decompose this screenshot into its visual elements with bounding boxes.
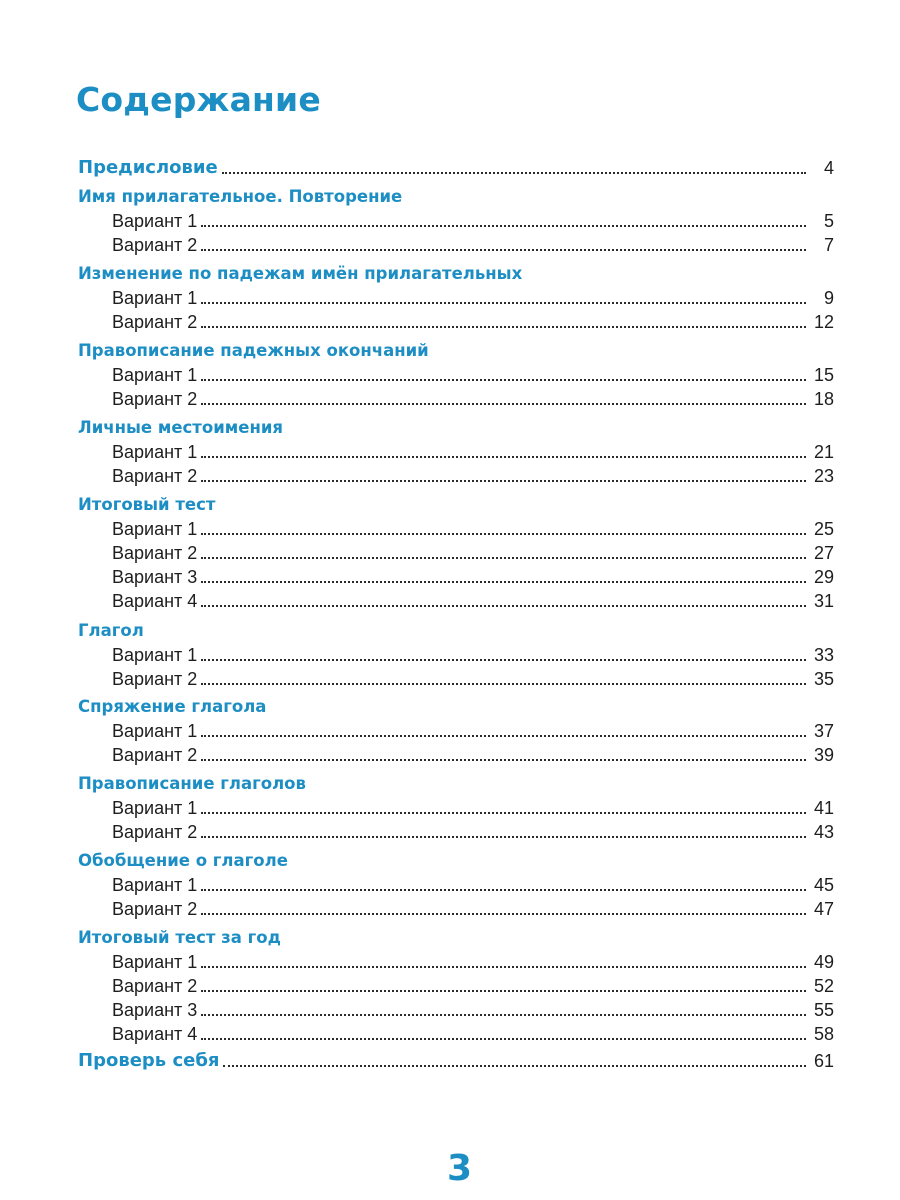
dot-leader (201, 532, 806, 535)
section-heading[interactable]: Спряжение глагола (78, 697, 267, 716)
toc-entry-page: 39 (813, 745, 834, 765)
toc-entry[interactable] (112, 233, 834, 257)
toc-entry-label: Вариант 1 (112, 365, 198, 385)
toc-entry-check-yourself[interactable] (78, 1049, 834, 1073)
section-heading[interactable]: Личные местоимения (78, 418, 284, 437)
toc-entry-label: Вариант 1 (112, 798, 198, 818)
toc-entry-label: Вариант 2 (112, 976, 198, 996)
toc-entry-label: Вариант 2 (112, 669, 198, 689)
toc-entry[interactable] (112, 998, 834, 1022)
dot-leader (201, 912, 806, 915)
toc-entry-label: Вариант 1 (112, 519, 198, 539)
toc-entry[interactable] (112, 719, 834, 743)
dot-leader (201, 682, 806, 685)
toc-entry-page: 47 (813, 899, 834, 919)
toc-entry-label: Вариант 2 (112, 899, 198, 919)
toc-entry-page: 21 (813, 442, 834, 462)
toc-entry-page: 58 (813, 1024, 834, 1044)
toc-entry[interactable] (112, 950, 834, 974)
toc-entry-label: Вариант 1 (112, 875, 198, 895)
toc-entry-page: 18 (813, 389, 834, 409)
toc-entry-page: 37 (813, 721, 834, 741)
dot-leader (201, 734, 806, 737)
toc-entry-page: 7 (823, 235, 834, 255)
toc-entry[interactable] (112, 387, 834, 411)
section-heading[interactable]: Обобщение о глаголе (78, 851, 288, 870)
toc-entry-page: 33 (813, 645, 834, 665)
toc-entry-page: 27 (813, 543, 834, 563)
dot-leader (201, 811, 806, 814)
toc-entry-page: 52 (813, 976, 834, 996)
toc-entry-page: 5 (823, 211, 834, 231)
dot-leader (201, 248, 806, 251)
page-title: Содержание (76, 80, 321, 119)
toc-entry-label: Вариант 1 (112, 288, 198, 308)
dot-leader (201, 835, 806, 838)
dot-leader (201, 580, 806, 583)
toc-entry-label: Вариант 2 (112, 312, 198, 332)
section-heading[interactable]: Имя прилагательное. Повторение (78, 187, 403, 206)
toc-entry[interactable] (112, 464, 834, 488)
toc-entry[interactable] (112, 440, 834, 464)
toc-entry-page: 4 (823, 158, 834, 178)
section-heading[interactable]: Правописание падежных окончаний (78, 341, 429, 360)
toc-entry[interactable] (112, 209, 834, 233)
toc-entry-label: Вариант 2 (112, 389, 198, 409)
toc-entry[interactable] (112, 286, 834, 310)
dot-leader (223, 1064, 806, 1067)
toc-entry-page: 49 (813, 952, 834, 972)
section-heading[interactable]: Правописание глаголов (78, 774, 306, 793)
dot-leader (201, 758, 806, 761)
toc-entry[interactable] (112, 796, 834, 820)
toc-entry-label: Вариант 1 (112, 721, 198, 741)
dot-leader (201, 604, 806, 607)
section-heading[interactable]: Изменение по падежам имён прилагательных (78, 264, 523, 283)
toc-entry-page: 23 (813, 466, 834, 486)
dot-leader (201, 1013, 806, 1016)
toc-entry-page: 61 (813, 1051, 834, 1071)
toc-entry-label: Вариант 3 (112, 1000, 198, 1020)
dot-leader (201, 378, 806, 381)
toc-entry-label: Вариант 1 (112, 645, 198, 665)
toc-entry[interactable] (112, 667, 834, 691)
toc-entry-label: Вариант 4 (112, 591, 198, 611)
toc-entry-label: Вариант 1 (112, 952, 198, 972)
toc-entry-page: 41 (813, 798, 834, 818)
toc-entry-preface[interactable] (78, 156, 834, 180)
toc-entry-label: Предисловие (78, 157, 218, 178)
dot-leader (201, 658, 806, 661)
dot-leader (201, 965, 806, 968)
toc-entry-label: Вариант 1 (112, 442, 198, 462)
section-heading[interactable]: Итоговый тест за год (78, 928, 281, 947)
section-heading[interactable]: Итоговый тест (78, 495, 216, 514)
toc-entry[interactable] (112, 541, 834, 565)
toc-entry-page: 29 (813, 567, 834, 587)
toc-entry-page: 25 (813, 519, 834, 539)
toc-entry[interactable] (112, 743, 834, 767)
dot-leader (201, 1037, 806, 1040)
toc-entry[interactable] (112, 565, 834, 589)
toc-entry-label: Вариант 2 (112, 822, 198, 842)
dot-leader (201, 301, 806, 304)
dot-leader (201, 402, 806, 405)
toc-entry-page: 45 (813, 875, 834, 895)
dot-leader (201, 479, 806, 482)
toc-entry[interactable] (112, 873, 834, 897)
dot-leader (201, 325, 806, 328)
toc-entry[interactable] (112, 517, 834, 541)
toc-entry-label: Вариант 2 (112, 745, 198, 765)
toc-entry-page: 9 (823, 288, 834, 308)
toc-entry-label: Вариант 3 (112, 567, 198, 587)
toc-entry[interactable] (112, 820, 834, 844)
toc-entry-label: Вариант 2 (112, 235, 198, 255)
toc-entry[interactable] (112, 643, 834, 667)
toc-entry-page: 12 (813, 312, 834, 332)
toc-entry-label: Вариант 2 (112, 466, 198, 486)
dot-leader (201, 455, 806, 458)
dot-leader (201, 888, 806, 891)
toc-entry[interactable] (112, 974, 834, 998)
toc-entry-page: 15 (813, 365, 834, 385)
toc-entry-label: Вариант 4 (112, 1024, 198, 1044)
toc-entry[interactable] (112, 1022, 834, 1046)
dot-leader (201, 224, 806, 227)
toc-entry-page: 55 (813, 1000, 834, 1020)
toc-entry-page: 43 (813, 822, 834, 842)
toc-entry-label: Вариант 2 (112, 543, 198, 563)
toc-entry[interactable] (112, 589, 834, 613)
section-heading[interactable]: Глагол (78, 621, 144, 640)
toc-entry-label: Проверь себя (78, 1050, 220, 1071)
toc-entry[interactable] (112, 310, 834, 334)
toc-entry[interactable] (112, 897, 834, 921)
toc-entry[interactable] (112, 363, 834, 387)
toc-entry-page: 35 (813, 669, 834, 689)
dot-leader (201, 989, 806, 992)
toc-entry-page: 31 (813, 591, 834, 611)
toc-entry-label: Вариант 1 (112, 211, 198, 231)
dot-leader (201, 556, 806, 559)
dot-leader (222, 171, 806, 174)
page-number: 3 (447, 1148, 473, 1189)
